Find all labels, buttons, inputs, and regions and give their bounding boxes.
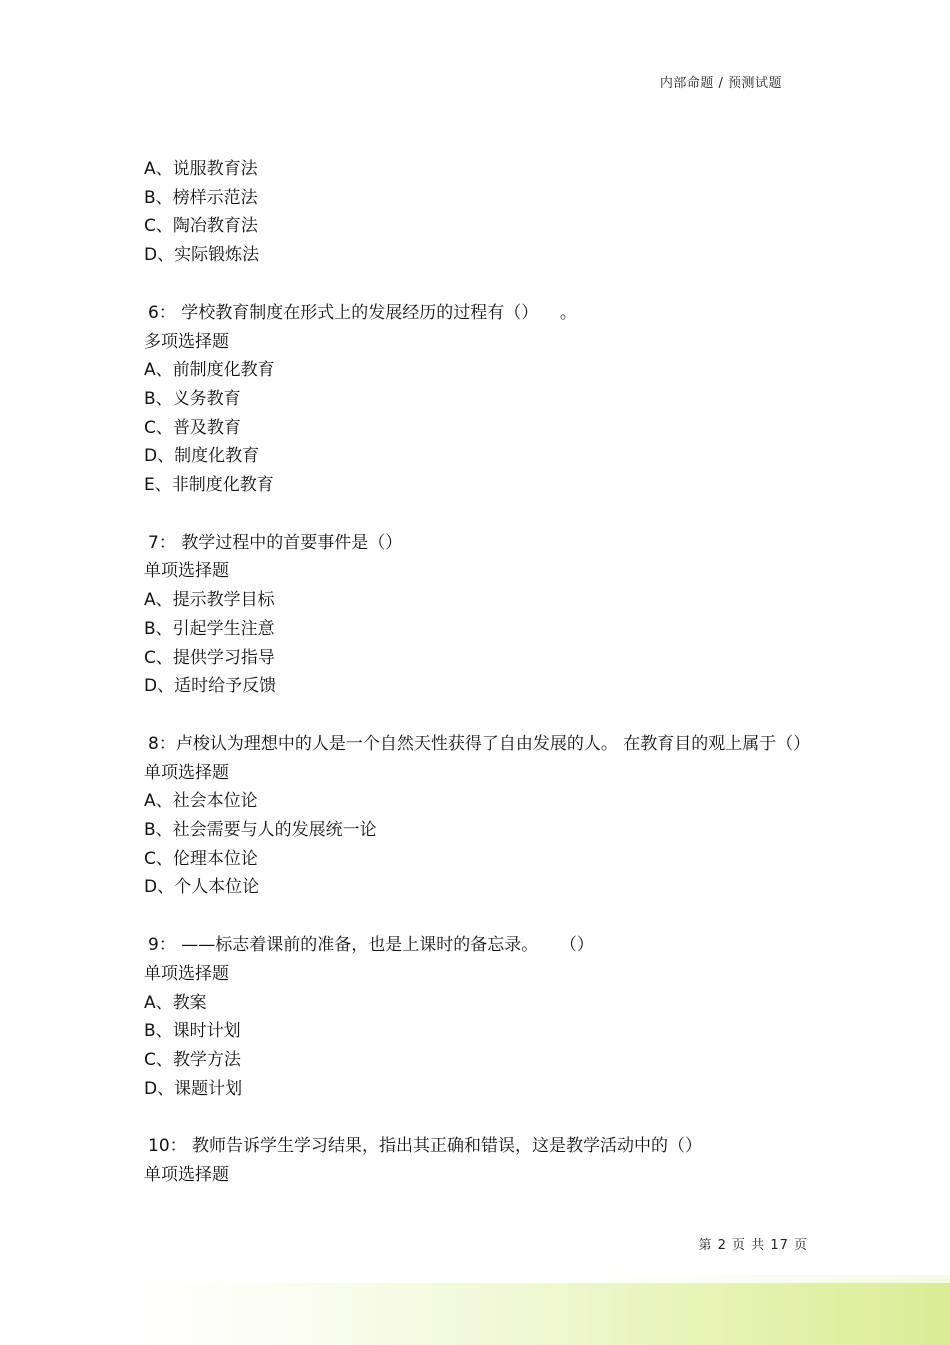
option-item: B、义务教育	[144, 388, 241, 409]
question-list	[144, 155, 811, 1190]
option-item: A、社会本位论	[144, 791, 258, 812]
option-item: B、社会需要与人的发展统一论	[144, 820, 377, 841]
question-type: 单项选择题	[144, 561, 229, 582]
question-title: 9： ——标志着课前的准备，也是上课时的备忘录。 （）	[148, 935, 594, 956]
prev-question-options	[144, 155, 804, 270]
option-item: C、提供学习指导	[144, 647, 275, 668]
decorative-gradient-band	[0, 1283, 950, 1345]
option-item: E、非制度化教育	[144, 475, 274, 496]
option-item: A、教案	[144, 992, 207, 1013]
question-7	[144, 529, 804, 701]
option-item: C、伦理本位论	[144, 848, 258, 869]
question-type: 单项选择题	[144, 762, 229, 783]
question-8	[144, 730, 811, 902]
option-item: C、教学方法	[144, 1049, 241, 1070]
question-type: 单项选择题	[144, 1165, 229, 1186]
option-item: D、实际锻炼法	[144, 245, 260, 266]
decorative-band-fade	[0, 1275, 950, 1283]
option-item: D、课题计划	[144, 1078, 243, 1099]
question-title: 7： 教学过程中的首要事件是（）	[148, 532, 403, 553]
question-type: 单项选择题	[144, 963, 229, 984]
option-item: B、课时计划	[144, 1021, 241, 1042]
question-6	[144, 299, 804, 500]
option-item: B、引起学生注意	[144, 618, 275, 639]
option-item: A、前制度化教育	[144, 360, 275, 381]
question-type: 多项选择题	[144, 331, 229, 352]
option-item: D、适时给予反馈	[144, 676, 277, 697]
option-item: A、说服教育法	[144, 159, 258, 179]
question-title: 8：卢梭认为理想中的人是一个自然天性获得了自由发展的人。 在教育目的观上属于（）	[148, 733, 811, 754]
question-10	[144, 1132, 804, 1189]
option-item: B、榜样示范法	[144, 187, 258, 208]
option-item: C、普及教育	[144, 417, 241, 438]
option-item: A、提示教学目标	[144, 590, 275, 611]
page-footer: 第 2 页 共 17 页	[698, 1238, 808, 1253]
option-item: D、个人本位论	[144, 877, 260, 898]
question-9	[144, 931, 804, 1103]
page-header: 内部命题 / 预测试题	[659, 76, 782, 91]
question-title: 6： 学校教育制度在形式上的发展经历的过程有（） 。	[148, 302, 577, 323]
option-item: C、陶冶教育法	[144, 216, 258, 237]
question-title: 10： 教师告诉学生学习结果，指出其正确和错误，这是教学活动中的（）	[148, 1136, 703, 1157]
option-item: D、制度化教育	[144, 446, 260, 467]
